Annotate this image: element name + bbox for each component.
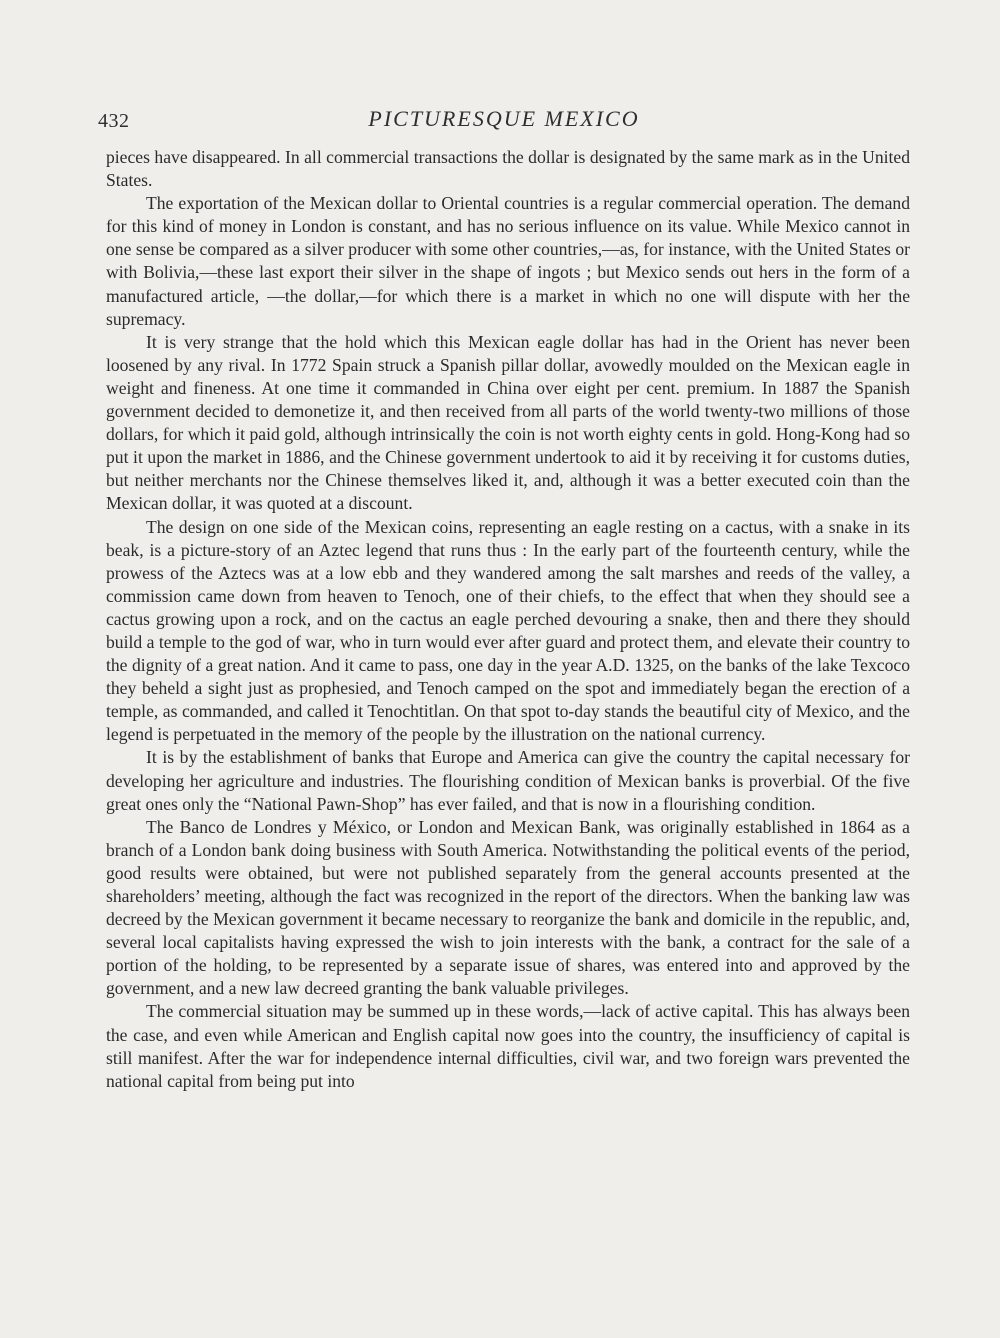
paragraph-commercial-situation: The commercial situation may be summed up in these words,—lack of active capital. This has always been the case, and even while American and English capital now goes into the country, the insufficiency of capital is still manifest. After the war for independence internal difficulties, civil war, and two foreign wars prevented the national capital from being put into (106, 1001, 910, 1091)
body-text (106, 146, 910, 1093)
running-title: PICTURESQUE MEXICO (368, 106, 640, 131)
paragraph-eagle-dollar-orient: It is very strange that the hold which this Mexican eagle dollar has had in the Orient has never been loosened by any rival. In 1772 Spain struck a Spanish pillar dollar, avowedly moulded on the Mexican eagle in weight and fineness. At one time it commanded in China over eight per cent. premium. In 1887 the Spanish government decided to demonetize it, and then received from all parts of the world twenty-two millions of those dollars, for which it paid gold, although intrinsically the coin is not worth eighty cents in gold. Hong-Kong had so put it upon the market in 1886, and the Chinese government undertook to aid it by receiving it for customs duties, but neither merchants nor the Chinese themselves liked it, and, although it was a better executed coin than the Mexican dollar, it was quoted at a discount. (106, 331, 910, 514)
paragraph-mexican-dollar-export: The exportation of the Mexican dollar to Oriental countries is a regular commercial operation. The demand for this kind of money in London is constant, and has no serious influence on its value. While Mexico cannot in one sense be compared as a silver producer with some other countries,—as, for instance, with the United States or with Bolivia,—these last export their silver in the shape of ingots ; but Mexico sends out hers in the form of a manufactured article, —the dollar,—for which there is a market in which no one will dispute with her the supremacy. (106, 193, 910, 329)
paragraph-banks: It is by the establishment of banks that Europe and America can give the country the capital necessary for developing her agriculture and industries. The flourishing condition of Mexican banks is proverbial. Of the five great ones only the “National Pawn-Shop” has ever failed, and that is now in a flourishing condition. (106, 747, 910, 814)
paragraph-banco-de-londres: The Banco de Londres y México, or London and Mexican Bank, was originally established in 1864 as a branch of a London bank doing business with South America. Notwithstanding the political events of the period, good results were obtained, but were not published separately from the general accounts presented at the shareholders’ meeting, although the fact was recognized in the report of the directors. When the banking law was decreed by the Mexican government it became necessary to reorganize the bank and domicile in the republic, and, several local capitalists having expressed the wish to join interests with the bank, a contract for the sale of a portion of the holding, to be represented by a separate issue of shares, was entered into and approved by the government, and a new law decreed granting the bank valuable privileges. (106, 816, 910, 999)
page-number: 432 (98, 110, 130, 132)
page-header (98, 106, 910, 138)
paragraph-continued: pieces have disappeared. In all commercial transactions the dollar is designated by the same mark as in the United States. (106, 147, 910, 191)
paragraph-aztec-legend: The design on one side of the Mexican coins, representing an eagle resting on a cactus, with a snake in its beak, is a picture-story of an Aztec legend that runs thus : In the early part of the fourteenth century, while the prowess of the Aztecs was at a low ebb and they wandered among the salt marshes and reeds of the valley, a commission came down from heaven to Tenoch, one of their chiefs, to the effect that when they should see a cactus growing upon a rock, and on the cactus an eagle perched devouring a snake, then and there they should build a temple to the god of war, who in turn would ever after guard and protect them, and elevate their country to the dignity of a great nation. And it came to pass, one day in the year A.D. 1325, on the banks of the lake Texcoco they beheld a sight just as prophesied, and Tenoch camped on the spot and immediately began the erection of a temple, as commanded, and called it Tenochtitlan. On that spot to-day stands the beautiful city of Mexico, and the legend is perpetuated in the memory of the people by the illustration on the national currency. (106, 516, 910, 745)
